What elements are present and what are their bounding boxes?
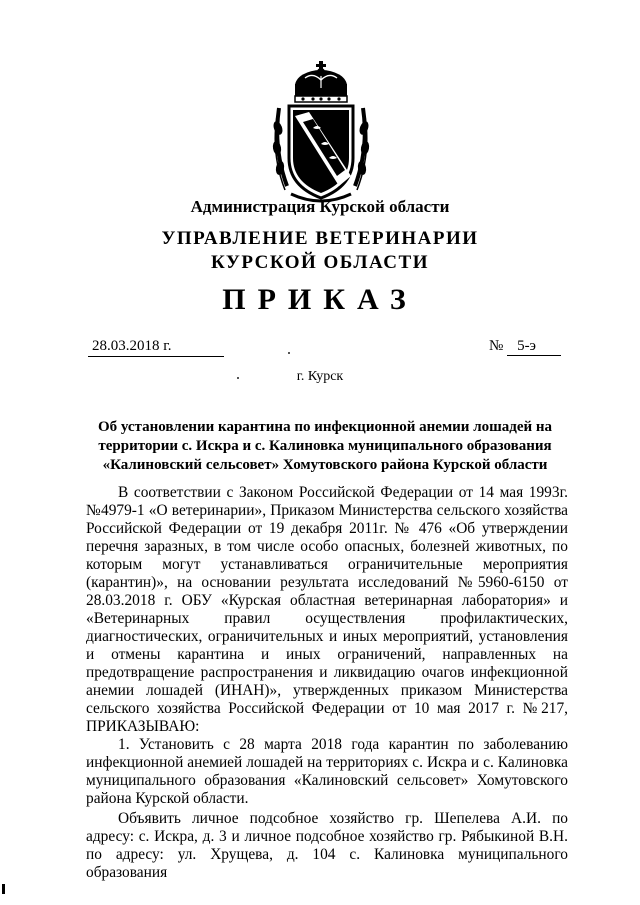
document-date: 28.03.2018 г. <box>88 338 224 357</box>
document-city: г. Курск <box>296 369 344 384</box>
document-number <box>489 338 561 356</box>
department-line-2: КУРСКОЙ ОБЛАСТИ <box>211 252 429 273</box>
number-value: 5-э <box>507 338 561 356</box>
coat-of-arms-emblem <box>269 58 373 206</box>
crown-icon <box>295 61 347 102</box>
document-type-heading: ПРИКАЗ <box>222 283 418 316</box>
body-paragraph-item-1: 1. Установить с 28 марта 2018 года карантин по заболеванию инфекционной анемией лошадей на территориях с. Искра и с. Калиновка муниципального образования «Калиновский сельсовет» Хомутовского района Курской области. <box>86 736 568 807</box>
document-title <box>86 418 564 475</box>
body-paragraph-declaration: Объявить личное подсобное хозяйство гр. Шепелева А.И. по адресу: с. Искра, д. 3 и личное подсобное хозяйство гр. Рябыкиной В.Н. по адресу: ул. Хрущева, д. 104 с. Калиновка муниципального образования <box>86 810 568 881</box>
department-line-1: УПРАВЛЕНИЕ ВЕТЕРИНАРИИ <box>161 228 479 249</box>
title-line-2: территории с. Искра и с. Калиновка муниципального образования <box>98 438 552 454</box>
shield-icon <box>289 106 353 198</box>
department-name <box>0 227 640 275</box>
title-line-1: Об установлении карантина по инфекционной анемии лошадей на <box>97 419 553 435</box>
document-body <box>86 484 568 882</box>
scan-speck <box>288 352 290 354</box>
body-paragraph-preamble: В соответствии с Законом Российской Федерации от 14 мая 1993г. №4979-1 «О ветеринарии», Приказом Министерства сельского хозяйства Российской Федерации от 19 декабря 2011г. № 476 «Об утверждении перечня заразных, в том числе особо опасных, болезней животных, по которым могут устанавливаться ограничительные мероприятия (карантин)», на основании результата исследований №5960-6150 от 28.03.2018 г. ОБУ «Курская областная ветеринарная лаборатория» и «Ветеринарных правил осуществления профилактических, диагностических, ограничительных и иных мероприятий, установления и отмены карантина и иных ограничений, направленных на предотвращение распространения и ликвидацию очагов инфекционной анемии лошадей (ИНАН)», утвержденных приказом Министерства сельского хозяйства Российской Федерации от 10 мая 2017 г. №217, ПРИКАЗЫВАЮ: <box>86 484 568 735</box>
number-label: № <box>489 338 504 354</box>
organization-name: Администрация Курской области <box>190 197 450 216</box>
title-line-3: «Калиновский сельсовет» Хомутовского района Курской области <box>102 457 548 473</box>
scan-edge-mark <box>2 884 5 894</box>
